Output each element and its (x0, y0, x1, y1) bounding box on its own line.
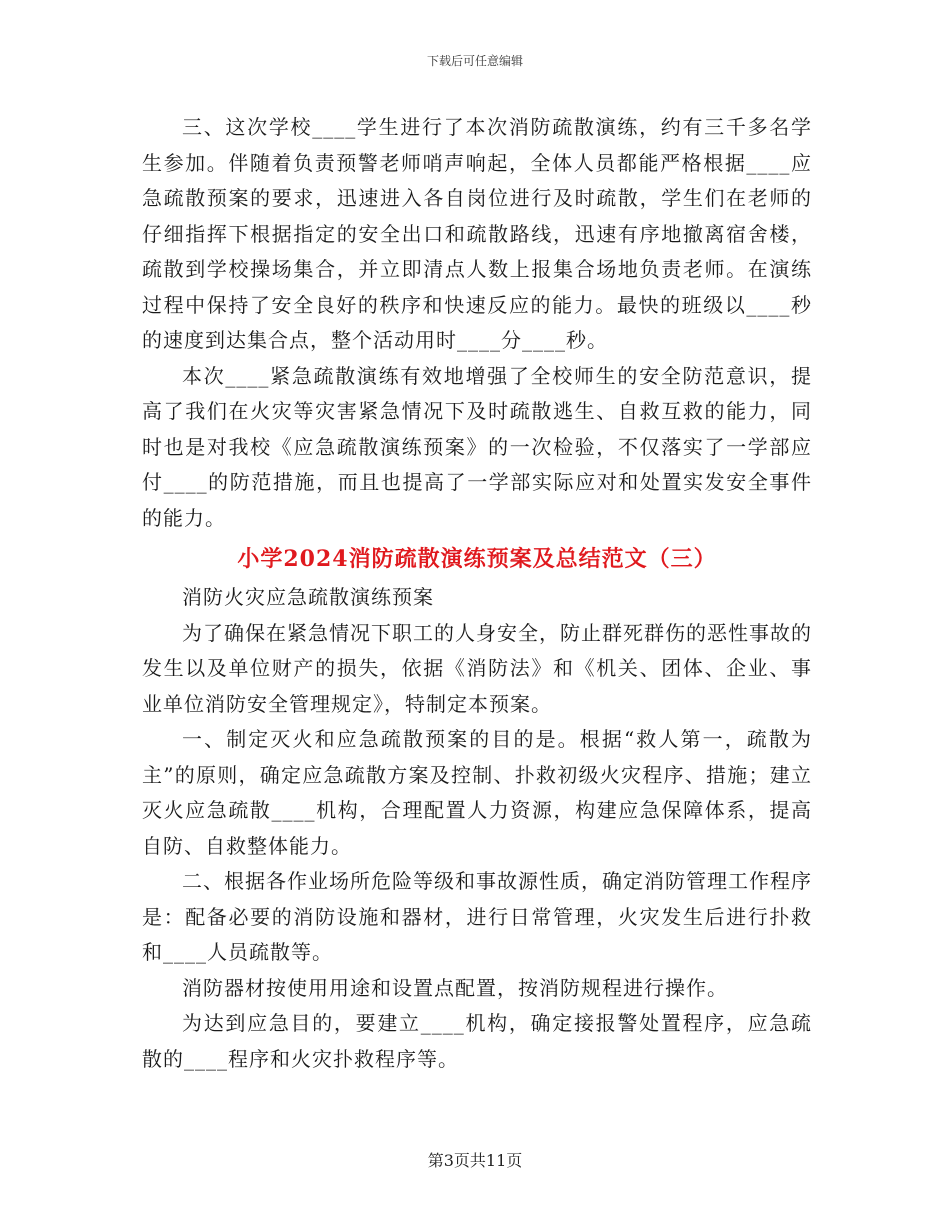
paragraph: 一、制定灭火和应急疏散预案的目的是。根据“救人第一，疏散为主”的原则，确定应急疏散方案及控制、扑救初级火灾程序、措施；建立灭火应急疏散____机构，合理配置人力资源，构建应急保障体系，提高自防、自救整体能力。 (142, 727, 812, 858)
paragraph: 为达到应急目的，要建立____机构，确定接报警处置程序，应急疏散的____程序和火灾扑救程序等。 (142, 1011, 812, 1071)
page-number: 第3页共11页 (427, 1151, 523, 1170)
section-title: 小学2024消防疏散演练预案及总结范文（三） (237, 546, 717, 572)
paragraph: 二、根据各作业场所危险等级和事故源性质，确定消防管理工作程序是：配备必要的消防设施和器材，进行日常管理，火灾发生后进行扑救和____人员疏散等。 (142, 869, 812, 964)
paragraph: 本次____紧急疏散演练有效地增强了全校师生的安全防范意识，提高了我们在火灾等灾害紧急情况下及时疏散逃生、自救互救的能力，同时也是对我校《应急疏散演练预案》的一次检验，不仅落实了一学部应付____的防范措施，而且也提高了一学部实际应对和处置实发安全事件的能力。 (142, 363, 812, 530)
paragraph: 消防器材按使用用途和设置点配置，按消防规程进行操作。 (182, 975, 728, 1000)
subheading: 消防火灾应急疏散演练预案 (182, 585, 434, 609)
paragraph: 为了确保在紧急情况下职工的人身安全，防止群死群伤的恶性事故的发生以及单位财产的损失，依据《消防法》和《机关、团体、企业、事业单位消防安全管理规定》，特制定本预案。 (142, 620, 812, 716)
paragraph: 三、这次学校____学生进行了本次消防疏散演练，约有三千多名学生参加。伴随着负责预警老师哨声响起，全体人员都能严格根据____应急疏散预案的要求，迅速进入各自岗位进行及时疏散，学生们在老师的仔细指挥下根据指定的安全出口和疏散路线，迅速有序地撤离宿舍楼，疏散到学校操场集合，并立即清点人数上报集合场地负责老师。在演练过程中保持了安全良好的秩序和快速反应的能力。最快的班级以____秒的速度到达集合点，整个活动用时____分____秒。 (142, 115, 812, 352)
page-header: 下载后可任意编辑 (426, 54, 523, 68)
document-body (142, 110, 812, 1077)
